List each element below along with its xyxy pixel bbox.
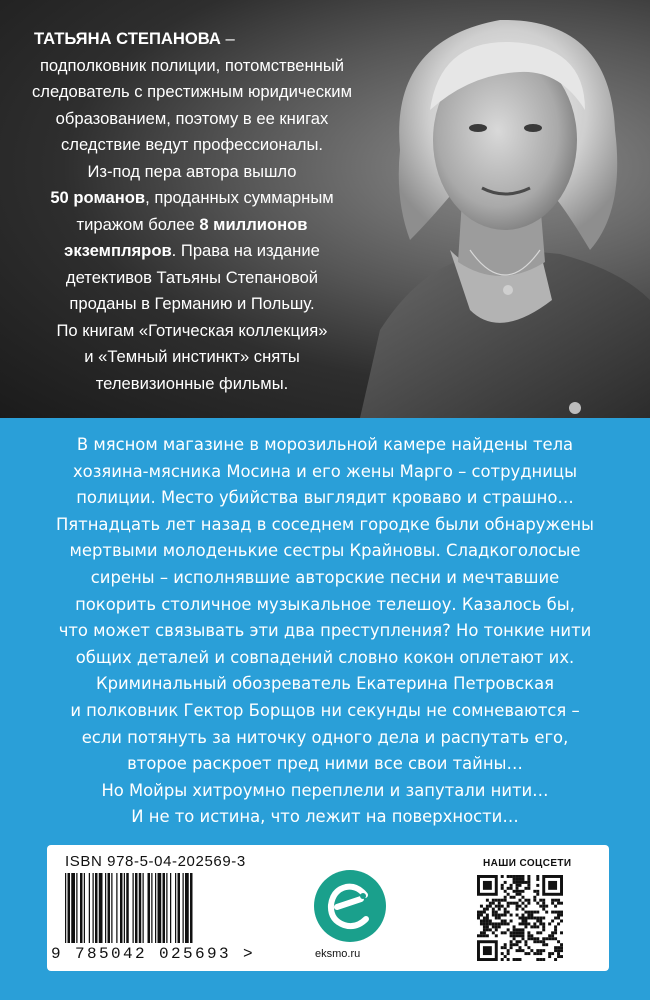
publisher-site-link[interactable]: eksmo.ru xyxy=(315,948,361,960)
social-label: НАШИ СОЦСЕТИ xyxy=(483,858,572,869)
barcode-bar xyxy=(148,873,151,943)
barcode-bar xyxy=(166,873,167,943)
barcode-bar xyxy=(190,873,193,943)
barcode-bar xyxy=(71,873,75,943)
barcode-bar xyxy=(163,873,166,943)
description-line: покорить столичное музыкальное телешоу. Казалось бы, xyxy=(75,594,575,614)
barcode-bar xyxy=(105,873,106,943)
author-section xyxy=(0,0,650,418)
barcode-bar xyxy=(124,873,125,943)
barcode-bar xyxy=(80,873,83,943)
barcode-bar xyxy=(135,873,138,943)
description-line: Пятнадцать лет назад в соседнем городке были обнаружены xyxy=(55,514,595,534)
description-line: что может связывать эти два преступления? Но тонкие нити xyxy=(58,621,592,641)
description-line: Но Мойры хитроумно переплели и запутали нити… xyxy=(101,780,549,800)
barcode-bar xyxy=(95,873,98,943)
barcode-bar xyxy=(116,873,117,943)
barcode-bar xyxy=(170,873,171,943)
description-line: полиции. Место убийства выглядит кроваво и страшно… xyxy=(76,488,574,508)
barcode-bar xyxy=(151,873,152,943)
barcode-bar xyxy=(133,873,134,943)
barcode-bar xyxy=(126,873,129,943)
barcode-bar xyxy=(65,873,66,943)
author-name: ТАТЬЯНА СТЕПАНОВА xyxy=(34,29,221,48)
book-description xyxy=(0,432,650,831)
barcode-bar xyxy=(76,873,77,943)
qr-code[interactable] xyxy=(477,875,563,961)
barcode-panel xyxy=(47,845,609,971)
barcode-bar xyxy=(139,873,142,943)
author-bio: ТАТЬЯНА СТЕПАНОВА – подполковник полиции, потомственный следователь с престижным юридическим образованием, поэтому в ее книгах следствие ведут профессионалы. Из-под пера автора вышло 50 романов, проданных суммарным тиражом более 8 миллионов экземпляров. Права на издание детективов Татьяны Степановой проданы в Германию и Польшу. По книгам «Готическая коллекция» и «Темный инстинкт» сняты телевизионные фильмы. xyxy=(31,29,352,393)
isbn-label: ISBN 978-5-04-202569-3 xyxy=(65,853,246,870)
barcode-bar xyxy=(111,873,112,943)
description-line: И не то истина, что лежит на поверхности… xyxy=(131,807,519,827)
eksmo-logo-icon xyxy=(313,869,387,943)
barcode-bar xyxy=(155,873,156,943)
description-line: и полковник Гектор Борщов ни секунды не сомневаются – xyxy=(70,700,580,720)
description-line: общих деталей и совпадений словно кокон оплетают их. xyxy=(75,647,575,667)
barcode-bar xyxy=(99,873,103,943)
barcode-bar xyxy=(93,873,94,943)
barcode xyxy=(65,873,279,943)
description-line: второе раскроет пред ними все свои тайны… xyxy=(127,754,523,774)
barcode-bar xyxy=(158,873,162,943)
barcode-bar xyxy=(175,873,176,943)
barcode-bar xyxy=(89,873,90,943)
description-line: В мясном магазине в морозильной камере найдены тела xyxy=(76,435,574,454)
barcode-bar xyxy=(120,873,123,943)
description-line: сирены – исполнявшие авторские песни и мечтавшие xyxy=(90,567,560,587)
barcode-bar xyxy=(178,873,181,943)
barcode-bar xyxy=(68,873,71,943)
description-line: Криминальный обозреватель Екатерина Петровская xyxy=(95,674,554,694)
barcode-bar xyxy=(108,873,111,943)
description-line: хозяина-мясника Мосина и его жены Марго – сотрудницы xyxy=(72,461,578,481)
barcode-bar xyxy=(185,873,189,943)
description-line: если потянуть за ниточку одного дела и распутать его, xyxy=(81,727,569,747)
barcode-bar xyxy=(84,873,85,943)
barcode-bar xyxy=(183,873,184,943)
description-line: мертвыми молоденькие сестры Крайновы. Сладкоголосые xyxy=(69,541,581,561)
barcode-bar xyxy=(143,873,144,943)
barcode-digits: 9 785042 025693 > xyxy=(51,945,256,963)
